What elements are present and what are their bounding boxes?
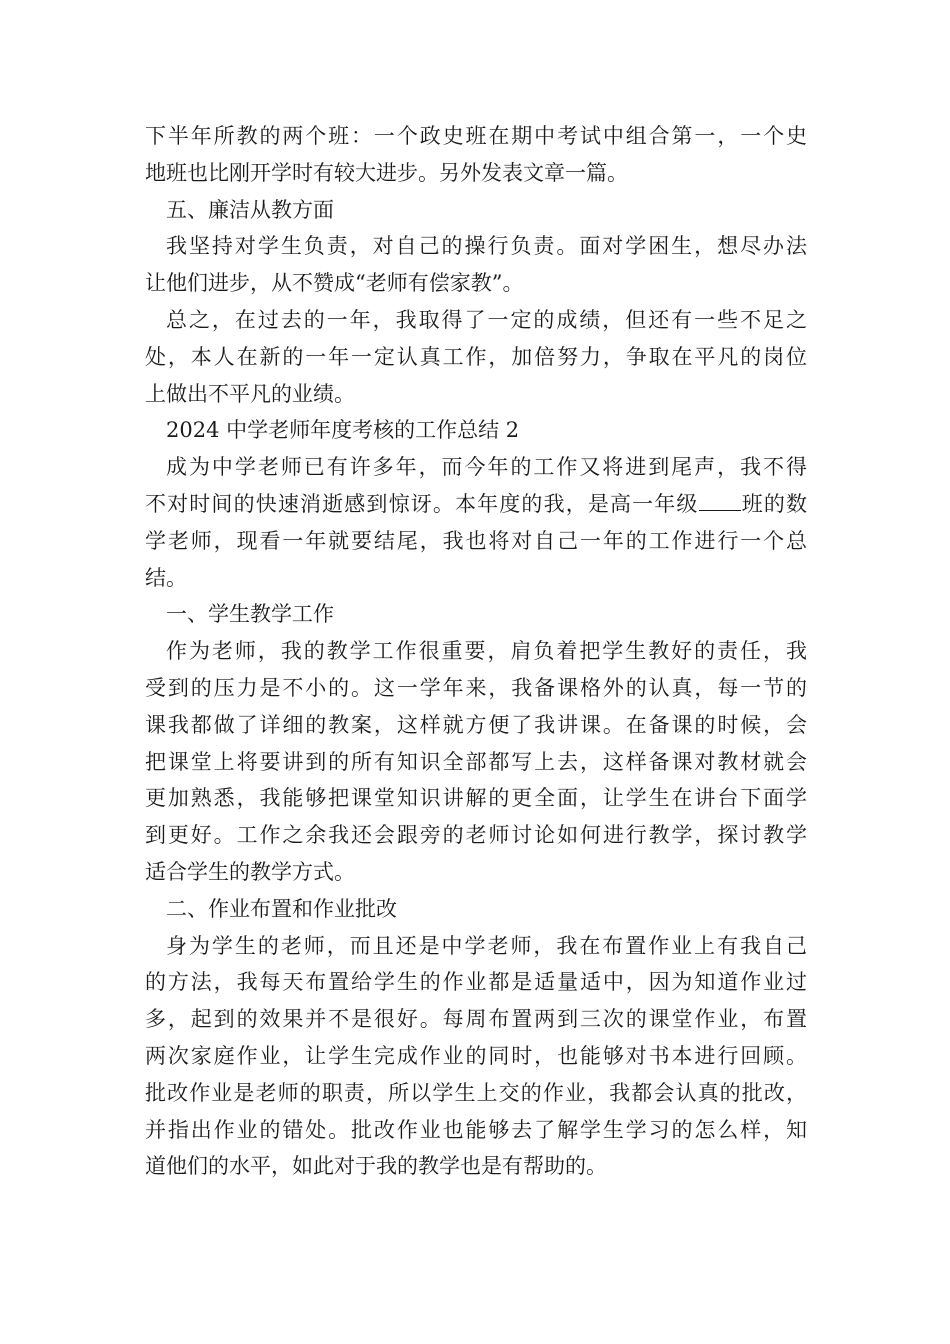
text-line: 成为中学老师已有许多年，而今年的工作又将进到尾声，我不得 [166,455,807,480]
text-line: 的方法，我每天布置给学生的作业都是适量适中，因为知道作业过 [145,970,807,995]
text-segment: 不对时间的快速消逝感到惊讶。本年度的我，是高一年级 [145,491,699,516]
text-line: 受到的压力是不小的。这一学年来，我备课格外的认真，每一节的 [145,675,807,700]
section-heading: 五、廉洁从教方面 [166,197,334,222]
blank-underline [699,492,741,511]
text-line: 下半年所教的两个班：一个政史班在期中考试中组合第一，一个史 [145,124,807,148]
text-line: 更加熟悉，我能够把课堂知识讲解的更全面，让学生在讲台下面学 [145,786,807,811]
text-line: 作为老师，我的教学工作很重要，肩负着把学生教好的责任，我 [166,639,807,664]
document-body [145,118,807,1185]
section-heading: 一、学生教学工作 [166,602,334,627]
text-line: 并指出作业的错处。批改作业也能够去了解学生学习的怎么样，知 [145,1117,807,1142]
text-segment: 班的数 [740,491,807,516]
text-line: 批改作业是老师的职责，所以学生上交的作业，我都会认真的批改， [145,1080,807,1105]
text-line: 地班也比刚开学时有较大进步。另外发表文章一篇。 [145,160,628,185]
text-line: 上做出不平凡的业绩。 [145,381,355,406]
text-line: 让他们进步，从不赞成“老师有偿家教”。 [145,271,524,296]
text-line: 两次家庭作业，让学生完成作业的同时，也能够对书本进行回顾。 [145,1043,807,1068]
text-line: 结。 [145,565,187,590]
section-heading: 二、作业布置和作业批改 [166,896,397,921]
text-line: 课我都做了详细的教案，这样就方便了我讲课。在备课的时候，会 [145,712,807,737]
text-line: 处，本人在新的一年一定认真工作，加倍努力，争取在平凡的岗位 [145,344,807,369]
text-line: 到更好。工作之余我还会跟旁的老师讨论如何进行教学，探讨教学 [145,823,807,848]
text-line: 把课堂上将要讲到的所有知识全部都写上去，这样备课对教材就会 [145,749,807,774]
text-line: 学老师，现看一年就要结尾，我也将对自己一年的工作进行一个总 [145,528,807,553]
text-line-with-blank [145,486,807,523]
text-line: 身为学生的老师，而且还是中学老师，我在布置作业上有我自己 [166,933,807,958]
document-subtitle: 2024 中学老师年度考核的工作总结 2 [166,418,520,443]
text-line: 多，起到的效果并不是很好。每周布置两到三次的课堂作业，布置 [145,1007,807,1032]
text-line: 适合学生的教学方式。 [145,859,355,884]
text-line: 道他们的水平，如此对于我的教学也是有帮助的。 [145,1154,607,1179]
text-line: 我坚持对学生负责，对自己的操行负责。面对学困生，想尽办法 [166,234,807,259]
text-line: 总之，在过去的一年，我取得了一定的成绩，但还有一些不足之 [166,307,807,332]
